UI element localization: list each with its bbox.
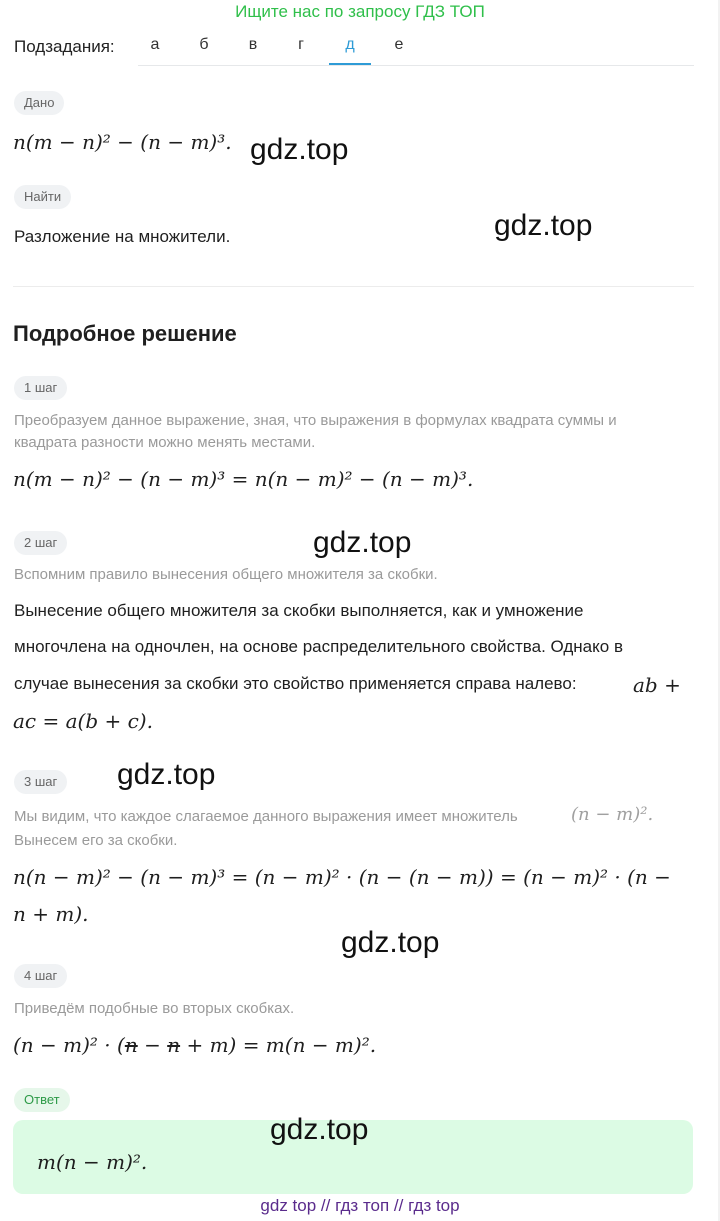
footer-links[interactable]: gdz top // гдз топ // гдз top [260, 1196, 460, 1215]
step-1-muted-line-2: квадрата разности можно менять местами. [14, 434, 316, 451]
step-4-struck-term-2: n [167, 1033, 181, 1057]
tab-e[interactable]: е [394, 36, 404, 53]
given-badge: Дано [14, 91, 64, 115]
step-3-badge: 3 шаг [14, 770, 67, 794]
find-badge: Найти [14, 185, 71, 209]
tab-a[interactable]: а [150, 36, 160, 53]
step-3-formula-line-2: n + m). [13, 902, 89, 926]
solution-heading: Подробное решение [13, 321, 237, 346]
section-divider [13, 286, 694, 287]
promo-banner[interactable]: Ищите нас по запросу ГДЗ ТОП [235, 2, 485, 21]
active-tab-indicator [329, 63, 371, 65]
find-text: Разложение на множители. [14, 227, 231, 246]
answer-badge: Ответ [14, 1088, 70, 1112]
step-3-muted-factor: (n − m)². [571, 804, 654, 825]
watermark: gdz.top [270, 1113, 369, 1146]
step-2-formula-part-b: ac = a(b + c). [13, 709, 153, 733]
tab-v[interactable]: в [248, 36, 258, 53]
step-4-badge: 4 шаг [14, 964, 67, 988]
step-4-struck-term-1: n [124, 1033, 138, 1057]
step-4-muted-line-1: Приведём подобные во вторых скобках. [14, 1000, 295, 1017]
step-1-muted-line-1: Преобразуем данное выражение, зная, что выражения в формулах квадрата суммы и [14, 412, 617, 429]
watermark: gdz.top [341, 926, 440, 959]
step-2-body-line-3: случае вынесения за скобки это свойство применяется справа налево: [14, 674, 577, 693]
step-2-formula-part-a: ab + [633, 673, 681, 697]
tab-d[interactable]: д [345, 36, 355, 53]
watermark: gdz.top [494, 209, 593, 242]
step-3-muted-line-2: Вынесем его за скобки. [14, 832, 178, 849]
step-2-muted-line-1: Вспомним правило вынесения общего множителя за скобки. [14, 566, 438, 583]
step-1-formula: n(m − n)² − (n − m)³ = n(n − m)² − (n − m)³. [13, 467, 474, 491]
step-4-formula [13, 1033, 376, 1057]
step-3-formula-line-1: n(n − m)² − (n − m)³ = (n − m)² · (n − (n − m)) = (n − m)² · (n − [13, 865, 671, 889]
step-2-badge: 2 шаг [14, 531, 67, 555]
watermark: gdz.top [250, 133, 349, 166]
step-1-badge: 1 шаг [14, 376, 67, 400]
step-3-muted-line-1: Мы видим, что каждое слагаемое данного выражения имеет множитель [14, 808, 518, 825]
subtasks-label: Подзадания: [14, 37, 115, 56]
step-4-formula-part-b: − [137, 1033, 168, 1057]
step-2-body-line-1: Вынесение общего множителя за скобки выполняется, как и умножение [14, 601, 584, 620]
tab-b[interactable]: б [199, 36, 209, 53]
answer-expression: m(n − m)². [37, 1150, 148, 1174]
step-4-formula-part-c: + m) = m(n − m)². [180, 1033, 377, 1057]
watermark: gdz.top [313, 526, 412, 559]
step-2-body-line-2: многочлена на одночлен, на основе распределительного свойства. Однако в [14, 637, 623, 656]
tab-g[interactable]: г [298, 36, 304, 53]
watermark: gdz.top [117, 758, 216, 791]
given-expression: n(m − n)² − (n − m)³. [13, 130, 232, 154]
step-4-formula-part-a: (n − m)² · ( [13, 1033, 125, 1057]
tabs-divider [138, 65, 694, 66]
